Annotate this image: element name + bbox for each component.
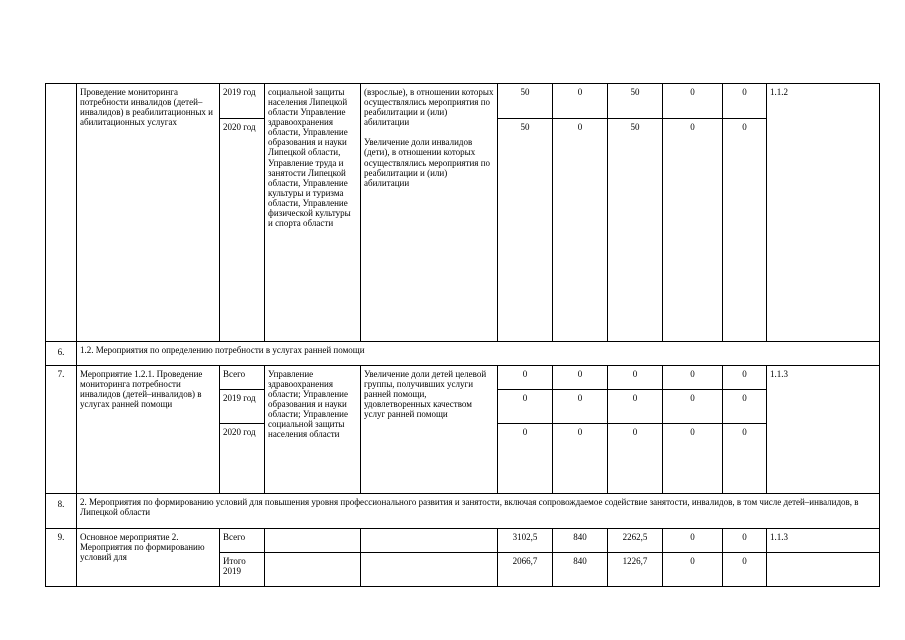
value-cell: 50 [608,119,663,342]
value-cell: 50 [498,119,553,342]
value-cell: 840 [553,553,608,587]
value-cell: 50 [608,84,663,119]
executors-cell: социальной защиты населения Липецкой области Управление здравоохранения области, Управление образования и науки Липецкой области, Управление труда и занятости Липецкой области, Управление культуры и туризма области, Управление физической культуры и спорта области [265,84,361,342]
expected-result-cell [361,529,498,553]
year-cell: 2019 год [220,390,265,424]
row-number-cell [46,84,77,342]
value-cell: 0 [663,366,723,390]
row-number-cell: 9. [46,529,77,587]
value-cell: 0 [553,84,608,119]
value-cell: 2262,5 [608,529,663,553]
table-row [46,84,880,119]
row-number-cell: 7. [46,366,77,494]
value-cell: 3102,5 [498,529,553,553]
value-cell: 0 [723,553,767,587]
expected-result-cell: Увеличение доли детей целевой группы, получивших услуги ранней помощи, удовлетворенных качеством услуг ранней помощи [361,366,498,494]
value-cell: 0 [663,424,723,494]
value-cell: 840 [553,529,608,553]
value-cell: 0 [663,529,723,553]
program-activities-table [45,83,880,587]
value-cell: 0 [723,119,767,342]
section-title: 1.2. Мероприятия по определению потребности в услугах ранней помощи [77,342,880,366]
table-row [46,366,880,390]
value-cell: 0 [498,424,553,494]
year-cell: Всего [220,529,265,553]
value-cell: 0 [553,119,608,342]
value-cell: 0 [663,84,723,119]
value-cell: 0 [553,390,608,424]
value-cell: 0 [723,84,767,119]
value-cell: 0 [663,119,723,342]
section-title: 2. Мероприятия по формированию условий для повышения уровня профессионального развития и занятости, включая сопровождаемое содействие занятости, инвалидов, в том числе детей–инвалидов, в Липецкой области [77,494,880,529]
value-cell: 0 [498,390,553,424]
value-cell: 0 [723,529,767,553]
value-cell: 0 [553,424,608,494]
year-cell: 2019 год [220,84,265,119]
section-row [46,494,880,529]
year-cell: 2020 год [220,119,265,342]
activity-name-cell: Мероприятие 1.2.1. Проведение мониторинга потребности инвалидов (детей–инвалидов) в услугах ранней помощи [77,366,220,494]
activity-name-cell: Проведение мониторинга потребности инвалидов (детей–инвалидов) в реабилитационных и абилитационных услугах [77,84,220,342]
year-cell: Всего [220,366,265,390]
executors-cell [265,553,361,587]
value-cell: 50 [498,84,553,119]
indicator-code-cell: 1.1.2 [767,84,880,342]
value-cell: 0 [663,390,723,424]
year-cell: Итого 2019 [220,553,265,587]
indicator-code-cell: 1.1.3 [767,529,880,553]
value-cell: 0 [723,390,767,424]
value-cell: 0 [663,553,723,587]
value-cell: 0 [608,366,663,390]
executors-cell [265,529,361,553]
value-cell: 2066,7 [498,553,553,587]
row-number-cell: 6. [46,342,77,366]
indicator-code-cell: 1.1.3 [767,366,880,494]
indicator-code-cell [767,553,880,587]
expected-result-cell [361,553,498,587]
value-cell: 0 [553,366,608,390]
row-number-cell: 8. [46,494,77,529]
table-row [46,529,880,553]
value-cell: 0 [608,424,663,494]
year-cell: 2020 год [220,424,265,494]
value-cell: 0 [723,424,767,494]
activity-name-cell: Основное мероприятие 2. Мероприятия по формированию условий для [77,529,220,587]
executors-cell: Управление здравоохранения области; Управление образования и науки области; Управление социальной защиты населения области [265,366,361,494]
section-row [46,342,880,366]
value-cell: 0 [723,366,767,390]
value-cell: 0 [608,390,663,424]
value-cell: 0 [498,366,553,390]
value-cell: 1226,7 [608,553,663,587]
expected-result-cell: (взрослые), в отношении которых осуществлялись мероприятия по реабилитации и (или) абилитации Увеличение доли инвалидов (дети), в отношении которых осуществлялись мероприятия по реабилитации и (или) абилитации [361,84,498,342]
